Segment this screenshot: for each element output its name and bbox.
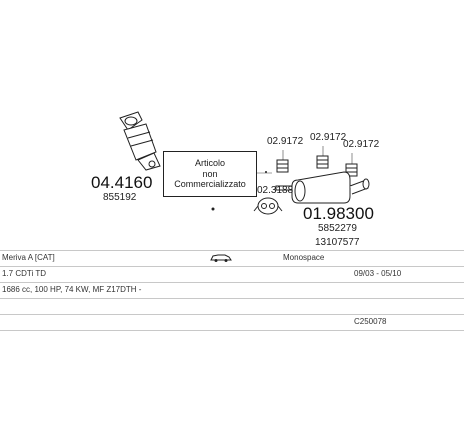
engine-specs: 1686 cc, 100 HP, 74 KW, MF Z17DTH - — [2, 285, 142, 294]
vehicle-model: Meriva A [CAT] — [2, 253, 55, 262]
table-row — [0, 283, 464, 299]
muffler-oem-ref-1: 5852279 — [318, 223, 357, 234]
clamp-code-2: 02.9172 — [310, 132, 347, 143]
note-line-1: Articolo — [194, 158, 225, 169]
not-available-note — [163, 151, 257, 197]
engine-type: 1.7 CDTi TD — [2, 269, 47, 278]
table-row — [0, 250, 464, 267]
clamp-code-1: 02.9172 — [267, 136, 304, 147]
table-row — [0, 267, 464, 283]
muffler-oem-ref-2: 13107577 — [315, 237, 360, 248]
catalyst-part-code: 04.4160 — [91, 173, 153, 192]
table-row — [0, 299, 464, 315]
table-row — [0, 315, 464, 331]
clamp-code-3: 02.9172 — [343, 139, 380, 150]
catalyst-oem-ref: 855192 — [103, 192, 137, 203]
gasket-drawing — [254, 198, 282, 214]
vehicle-info-table — [0, 250, 464, 331]
clamp-drawing-2 — [317, 156, 328, 168]
body-type: Monospace — [283, 253, 325, 262]
clamp-drawing-1 — [277, 160, 288, 172]
catalytic-converter-drawing — [120, 112, 160, 170]
note-line-3: Commercializzato — [174, 179, 246, 190]
note-line-2: non — [202, 168, 218, 179]
gasket-code: 02.3188 — [257, 185, 294, 196]
muffler-part-code: 01.98300 — [303, 204, 374, 223]
reference-code: C250078 — [354, 317, 387, 326]
production-years: 09/03 - 05/10 — [354, 269, 402, 278]
car-icon — [210, 253, 232, 264]
